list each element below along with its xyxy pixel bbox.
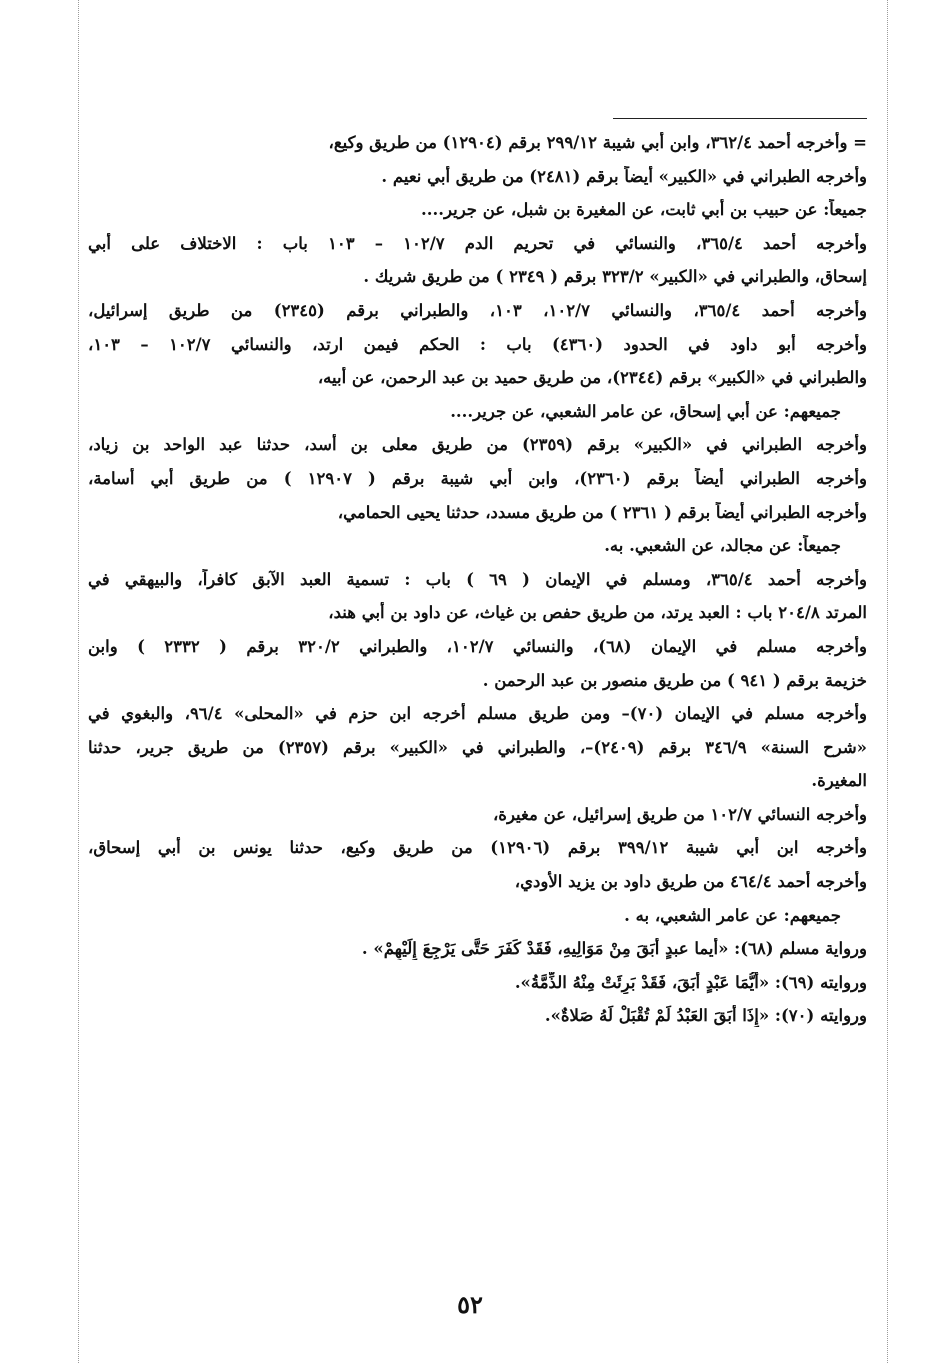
text-line: المرتد ٢٠٤/٨ باب : العبد يرتد، من طريق حفص بن غياث، عن داود بن أبي هند،: [328, 603, 867, 623]
text-line: وأخرجه النسائي ١٠٢/٧ من طريق إسرائيل، عن مغيرة،: [492, 804, 867, 824]
text-line: وأخرجه أحمد ٣٦٥/٤، والنسائي في تحريم الدم ١٠٢/٧ – ١٠٣ باب : الاختلاف على أبي: [88, 233, 867, 253]
left-margin-guide: [78, 0, 79, 1363]
text-line: المغيرة.: [811, 771, 867, 791]
footnotes-text-block: [88, 132, 867, 1039]
footnote-separator-rule: [613, 118, 867, 119]
text-line: وروايته (٧٠): «إِذَا أَبَقَ العَبْدُ لَمْ تُقْبَلْ لَهُ صَلاةٌ».: [544, 1006, 867, 1026]
text-line: وأخرجه الطبراني في «الكبير» برقم (٢٣٥٩) من طريق معلى بن أسد، حدثنا عبد الواحد بن زياد،: [88, 435, 867, 455]
text-line: جميعاً: عن مجالد، عن الشعبي. به.: [604, 536, 841, 556]
text-line: وأخرجه ابن أبي شيبة ٣٩٩/١٢ برقم (١٢٩٠٦) من طريق وكيع، حدثنا يونس بن أبي إسحاق،: [88, 838, 867, 858]
right-margin-guide: [887, 0, 888, 1363]
text-line: جميعهم: عن أبي إسحاق، عن عامر الشعبي، عن جرير....: [450, 401, 841, 421]
text-line: خزيمة برقم ( ٩٤١ ) من طريق منصور بن عبد الرحمن .: [482, 670, 867, 690]
text-line: وأخرجه أحمد ٣٦٥/٤، ومسلم في الإيمان ( ٦٩ ) باب : تسمية العبد الآبق كافراً، والبيهقي في: [88, 569, 867, 589]
page-number: ٥٢: [457, 1290, 483, 1319]
text-line: وأخرجه مسلم في الإيمان (٦٨)، والنسائي ١٠٢/٧، والطبراني ٣٢٠/٢ برقم ( ٢٣٣٢ ) وابن: [88, 636, 867, 656]
text-line: والطبراني في «الكبير» برقم (٢٣٤٤)، من طريق حميد بن عبد الرحمن، عن أبيه،: [317, 368, 867, 388]
text-line: وأخرجه أحمد ٣٦٥/٤، والنسائي ١٠٢/٧، ١٠٣، والطبراني برقم (٢٣٤٥) من طريق إسرائيل،: [88, 300, 867, 320]
text-line: «شرح السنة» ٣٤٦/٩ برقم (٢٤٠٩)–، والطبراني في «الكبير» برقم (٢٣٥٧) من طريق جرير، حدثنا: [88, 737, 867, 757]
text-line: وأخرجه الطبراني أيضاً برقم (٢٣٦٠)، وابن أبي شيبة برقم ( ١٢٩٠٧ ) من طريق أبي أسامة،: [88, 468, 867, 488]
text-line: جميعاً: عن حبيب بن أبي ثابت، عن المغيرة بن شبل، عن جرير....: [421, 200, 867, 220]
text-line: وأخرجه الطبراني أيضاً برقم ( ٢٣٦١ ) من طريق مسدد، حدثنا يحيى الحمامي،: [337, 502, 867, 522]
text-line: إسحاق، والطبراني في «الكبير» ٣٢٣/٢ برقم ( ٢٣٤٩ ) من طريق شريك .: [363, 267, 867, 287]
text-line: وأخرجه أحمد ٤٦٤/٤ من طريق داود بن يزيد الأودي،: [514, 872, 867, 892]
text-line: ورواية مسلم (٦٨): «أيما عبدٍ أبَقَ مِنْ مَوَالِيهِ، فَقَدْ كَفَرَ حَتَّى يَرْجِعَ إِلَيْهِمْ» .: [361, 939, 867, 959]
text-line: وروايته (٦٩): «أَيُّمَا عَبْدٍ أَبَقَ، فَقَدْ بَرِئَتْ مِنْهُ الذِّمَّةُ».: [514, 972, 867, 992]
text-line: = وأخرجه أحمد ٣٦٢/٤، وابن أبي شيبة ٢٩٩/١٢ برقم (١٢٩٠٤) من طريق وكيع،: [328, 133, 867, 152]
text-line: وأخرجه الطبراني في «الكبير» أيضاً برقم (٢٤٨١) من طريق أبي نعيم .: [381, 166, 867, 186]
text-line: وأخرجه مسلم في الإيمان (٧٠)– ومن طريق مسلم أخرجه ابن حزم في «المحلى» ٩٦/٤، والبغوي في: [88, 704, 867, 724]
text-line: وأخرجه أبو داود في الحدود (٤٣٦٠) باب : الحكم فيمن ارتد، والنسائي ١٠٢/٧ – ١٠٣،: [88, 334, 867, 354]
text-line: جميعهم: عن عامر الشعبي، به .: [624, 905, 841, 925]
